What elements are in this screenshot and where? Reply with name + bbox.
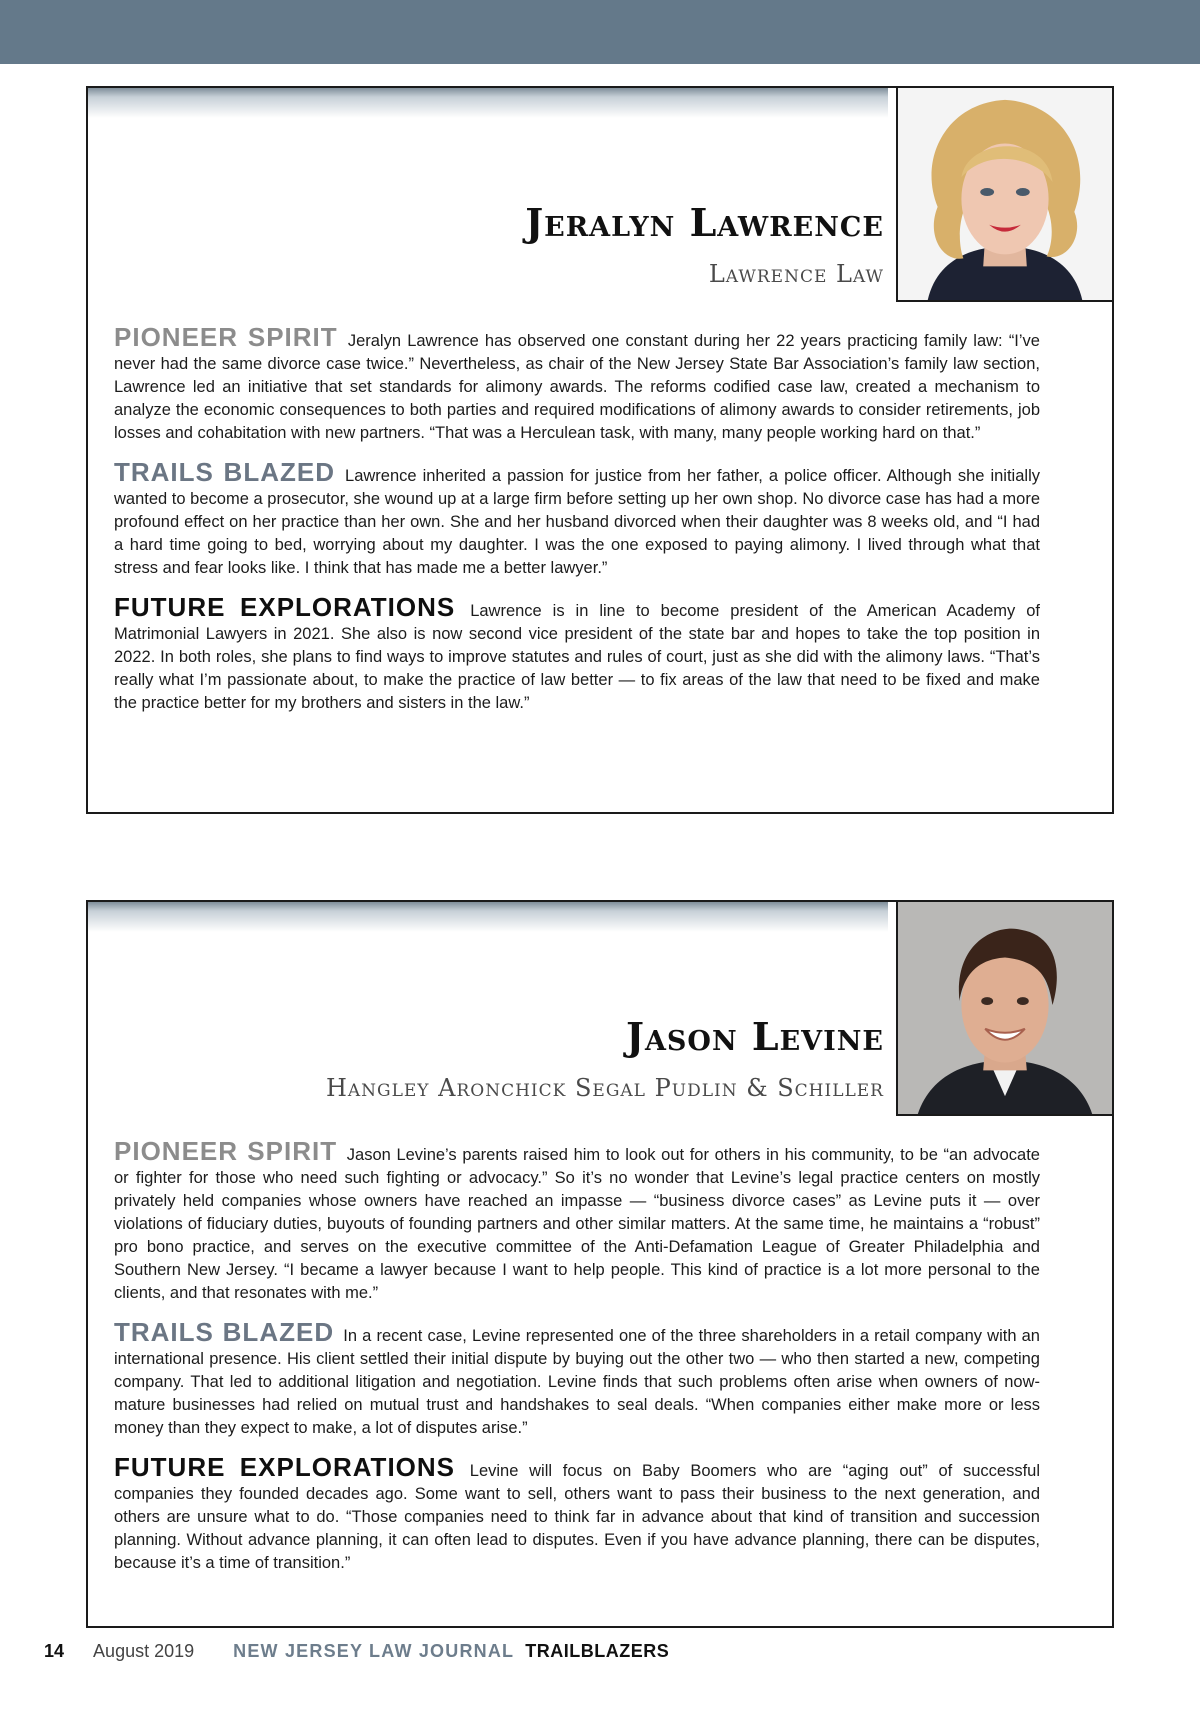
section-trails-blazed [114, 457, 1040, 580]
section-name: TRAILBLAZERS [525, 1640, 670, 1661]
card-header-gradient [88, 902, 888, 932]
card-header-gradient [88, 88, 888, 118]
section-future-explorations [114, 1452, 1041, 1575]
profile-body [114, 1136, 1041, 1591]
profile-firm: Lawrence Law [708, 260, 884, 288]
section-text: In a recent case, Levine represented one of the three shareholders in a retail company with an international presence. His client settled their initial dispute by buying out the other two — who then started a new, competing company. That led to additional litigation and negotiation. Levine finds that such problems often arise when owners of now-mature businesses had relied on mutual trust and handshakes to seal deals. “When companies either make more or less money than they expect to make, a lot of disputes arise.” [114, 1327, 1040, 1437]
page-number: 14 [44, 1640, 65, 1661]
section-label: FUTURE EXPLORATIONS [114, 592, 456, 622]
section-label: TRAILS BLAZED [114, 1317, 335, 1347]
portrait-man-icon [898, 902, 1112, 1114]
section-text: Lawrence is in line to become president of the American Academy of Matrimonial Lawyers in 2021. She also is now second vice president of the state bar and hopes to take the top position in 2022. In both roles, she plans to find ways to improve statutes and rules of court, just as she did with the alimony laws. “That’s really what I’m passionate about, to make the practice of law better — to fix areas of the law that need to be fixed and make the practice better for my brothers and sisters in the law.” [114, 602, 1041, 712]
section-trails-blazed [114, 1317, 1040, 1440]
section-text: Jason Levine’s parents raised him to look out for others in his community, to be “an advocate or fighter for those who need such fighting or advocacy.” So it’s no wonder that Levine’s legal practice centers on mostly privately held companies whose owners have reached an impasse — “business divorce cases” as Levine puts it — over violations of fiduciary duties, buyouts of founding partners and other similar matters. At the same time, he maintains a “robust” pro bono practice, and serves on the executive committee of the Anti-Defamation League of Greater Philadelphia and Southern New Jersey. “I became a lawyer because I want to help people. This kind of practice is a lot more personal to the clients, and that resonates with me.” [114, 1146, 1040, 1302]
profile-card-lawrence [86, 86, 1114, 814]
section-pioneer-spirit [114, 322, 1040, 445]
profile-card-levine [86, 900, 1114, 1628]
profile-name: Jason Levine [626, 1014, 884, 1059]
portrait-photo-levine [896, 902, 1112, 1116]
portrait-woman-icon [898, 88, 1112, 300]
header-band [0, 0, 1200, 64]
section-text: Jeralyn Lawrence has observed one constant during her 22 years practicing family law: “I’ve never had the same divorce case twice.” Nevertheless, as chair of the New Jersey State Bar Association’s family law section, Lawrence led an initiative that set standards for alimony awards. The reforms codified case law, created a mechanism to analyze the economic consequences to both parties and required modifications of alimony awards to consider retirements, job losses and cohabitation with new partners. “That was a Herculean task, with many, many people working hard on that.” [114, 332, 1040, 442]
profile-body [114, 322, 1041, 731]
profile-name: Jeralyn Lawrence [525, 200, 884, 245]
section-label: TRAILS BLAZED [114, 457, 335, 487]
publication-name: NEW JERSEY LAW JOURNAL [233, 1640, 515, 1661]
section-text: Lawrence inherited a passion for justice from her father, a police officer. Although she initially wanted to become a prosecutor, she wound up at a large firm before setting up her own shop. No divorce case has had a more profound effect on her practice than her own. She and her husband divorced when their daughter was 8 weeks old, and “I had a hard time going to bed, worrying about my daughter. I was the one exposed to paying alimony. I lived through what that stress and fear looks like. I think that has made me a better lawyer.” [114, 467, 1040, 577]
issue-date: August 2019 [93, 1640, 195, 1661]
section-label: PIONEER SPIRIT [114, 322, 338, 352]
section-future-explorations [114, 592, 1041, 715]
profile-firm: Hangley Aronchick Segal Pudlin & Schiller [325, 1074, 884, 1102]
page-footer [44, 1640, 669, 1666]
section-label: FUTURE EXPLORATIONS [114, 1452, 456, 1482]
section-label: PIONEER SPIRIT [114, 1136, 338, 1166]
section-text: Levine will focus on Baby Boomers who are “aging out” of successful companies they founded decades ago. Some want to sell, others want to pass their business to the next generation, and others are unsure what to do. “Those companies need to think far in advance about that kind of transition and succession planning. Without advance planning, it can often lead to disputes. Even if you have advance planning, there can be disputes, because it’s a time of transition.” [114, 1462, 1041, 1572]
section-pioneer-spirit [114, 1136, 1040, 1305]
portrait-photo-lawrence [896, 88, 1112, 302]
